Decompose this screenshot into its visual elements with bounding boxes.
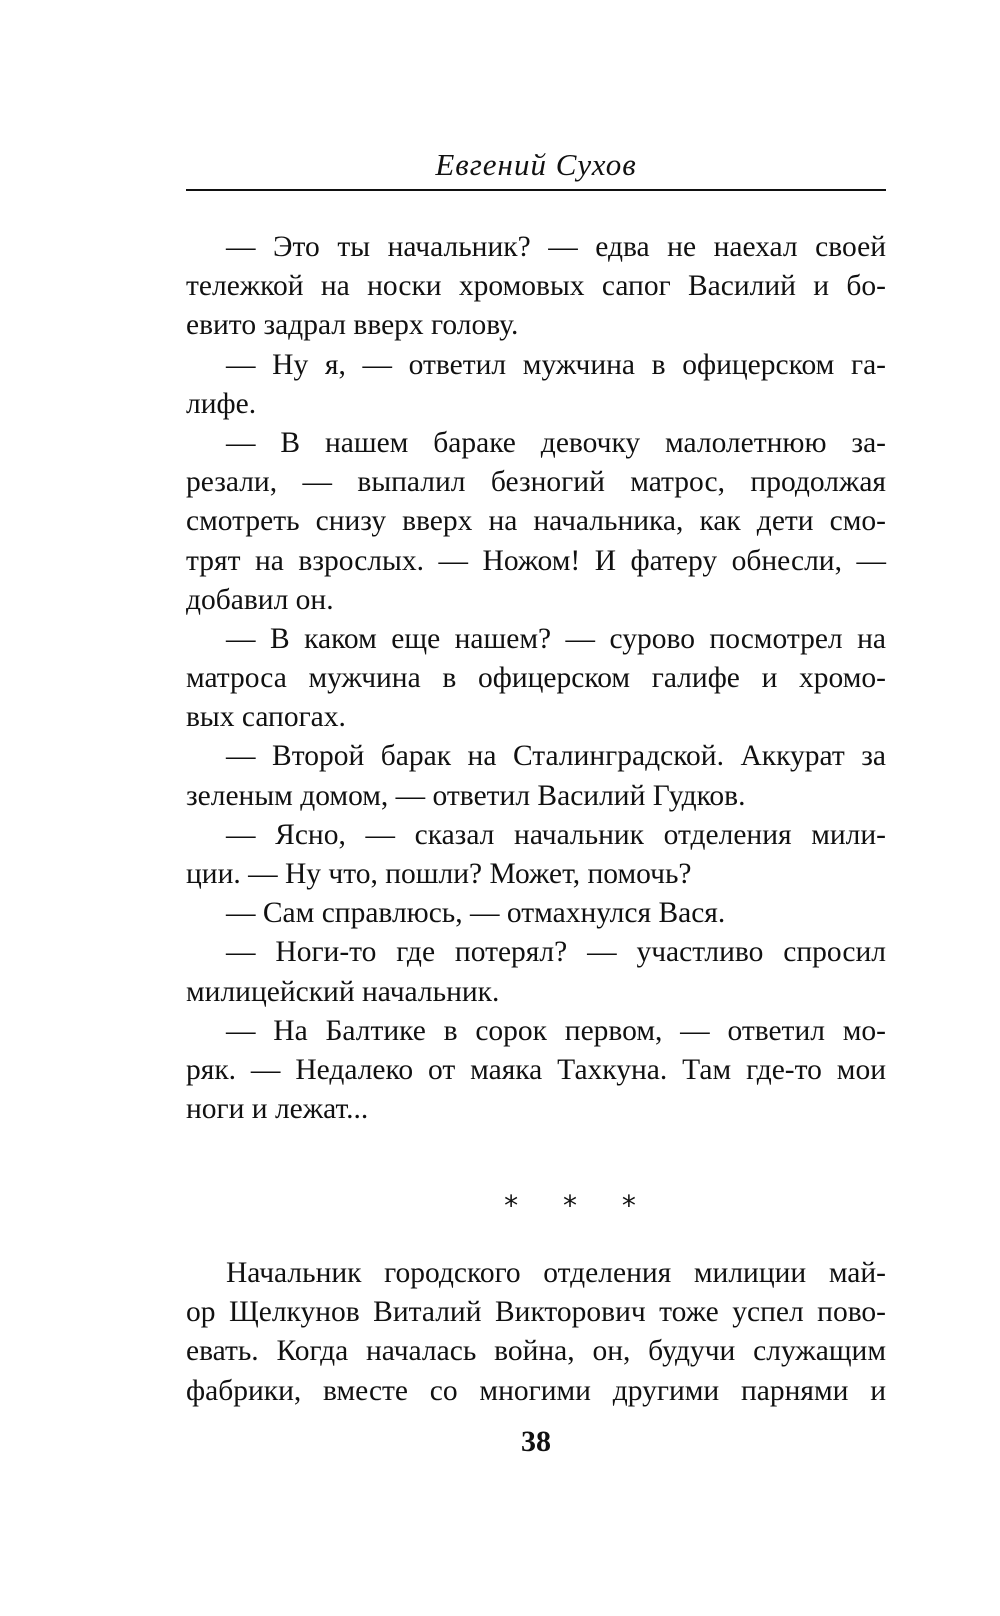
text-line: евито задрал вверх голову. <box>186 309 519 342</box>
text-line: смотреть снизу вверх на начальника, как дети смо- <box>186 505 886 538</box>
text-line: резали, — выпалил безногий матрос, продолжая <box>186 466 886 499</box>
page-number: 38 <box>521 1425 551 1458</box>
text-line: — На Балтике в сорок первом, — ответил мо- <box>226 1014 886 1047</box>
text-line: добавил он. <box>186 583 334 616</box>
text-line: вых сапогах. <box>186 701 346 734</box>
text-line: трят на взрослых. — Ножом! И фатеру обнесли, — <box>186 544 886 577</box>
dialogue-text-block <box>186 228 886 1129</box>
text-line: матроса мужчина в офицерском галифе и хромо- <box>186 662 886 695</box>
text-line: — Второй барак на Сталинградской. Аккурат за <box>226 740 886 773</box>
text-line: ор Щелкунов Виталий Викторович тоже успел пово- <box>186 1296 886 1329</box>
text-line: — Это ты начальник? — едва не наехал своей <box>226 231 886 263</box>
text-line: лифе. <box>186 387 257 420</box>
text-line: ноги и лежат... <box>186 1093 369 1126</box>
text-line: — Сам справлюсь, — отмахнулся Вася. <box>226 897 726 930</box>
text-line: милицейский начальник. <box>186 975 500 1008</box>
text-line: евать. Когда началась война, он, будучи служащим <box>186 1335 886 1368</box>
text-line: зеленым домом, — ответил Василий Гудков. <box>186 779 746 812</box>
text-line: Начальник городского отделения милиции май- <box>226 1257 886 1289</box>
header-rule <box>186 189 886 191</box>
text-line: — Ну я, — ответил мужчина в офицерском га- <box>226 348 886 381</box>
text-line: ряк. — Недалеко от маяка Тахкуна. Там где-то мои <box>186 1053 886 1086</box>
text-line: фабрики, вместе со многими другими парнями и <box>186 1374 886 1407</box>
section-separator: * * * <box>504 1189 654 1222</box>
narrative-text-block <box>186 1254 886 1411</box>
text-line: — В нашем бараке девочку малолетнюю за- <box>226 426 886 459</box>
text-line: — В каком еще нашем? — сурово посмотрел на <box>226 622 886 655</box>
running-head-author: Евгений Сухов <box>435 147 637 182</box>
text-line: тележкой на носки хромовых сапог Василий и бо- <box>186 270 886 303</box>
text-line: — Ясно, — сказал начальник отделения мили- <box>226 818 886 851</box>
text-line: — Ноги-то где потерял? — участливо спросил <box>226 936 886 969</box>
text-line: ции. — Ну что, пошли? Может, помочь? <box>186 858 692 890</box>
